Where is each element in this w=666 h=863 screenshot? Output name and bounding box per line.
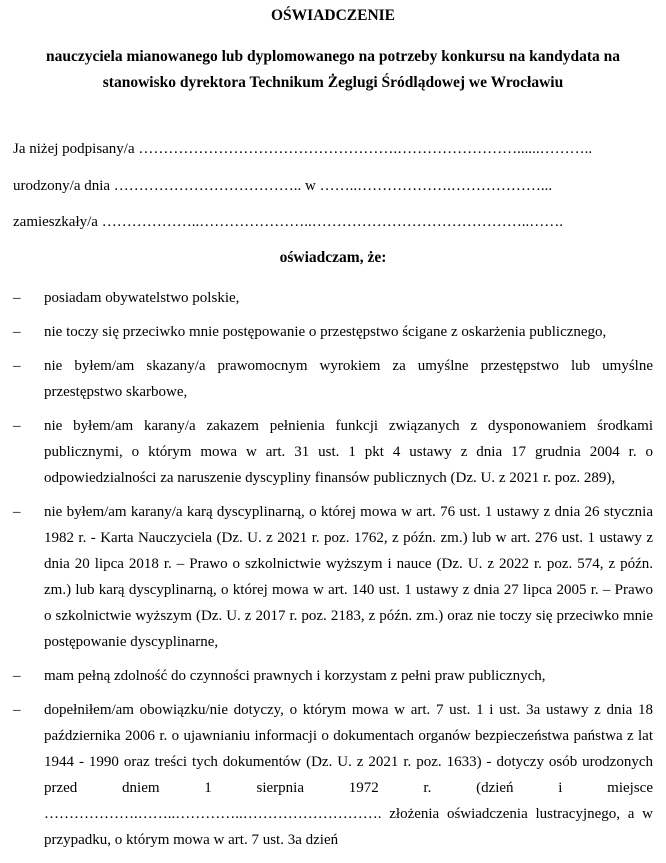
list-item xyxy=(0,319,653,345)
dash-bullet: – xyxy=(13,358,21,374)
list-item xyxy=(0,663,653,689)
list-item-text: nie byłem/am karany/a karą dyscyplinarną, o której mowa w art. 76 ust. 1 ustawy z dnia 26 stycznia 1982 r. - Karta Nauczyciela (Dz. U. z 2021 r. poz. 1762, z późn. zm.) lub w art. 276 ust. 1 ustawy z dnia 20 lipca 2018 r. – Prawo o szkolnictwie wyższym i nauce (Dz. U. z 2022 r. poz. 574, z późn. zm.) lub karą dyscyplinarną, o której mowa w art. 140 ust. 1 ustawy z dnia 27 lipca 2005 r. – Prawo o szkolnictwie wyższym (Dz. U. z 2017 r. poz. 2183, z późn. zm.) oraz nie toczy się przeciwko mnie postępowanie dyscyplinarne, xyxy=(44,504,653,650)
list-item-text: dopełniłem/am obowiązku/nie dotyczy, o którym mowa w art. 7 ust. 1 i ust. 3a ustawy z dnia 18 października 2006 r. o ujawnianiu informacji o dokumentach organów bezpieczeństwa państwa z lat 1944 - 1990 oraz treści tych dokumentów (Dz. U. z 2021 r. poz. 1633) - dotyczy osób urodzonych przed dniem 1 sierpnia 1972 r. (dzień i miejsce ……………….……..…………..………………………. złożenia oświadczenia lustracyjnego, a w przypadku, o którym mowa w art. 7 ust. 3a dzień xyxy=(44,702,653,848)
birth-date-place-field: urodzony/a dnia ……………………………….. w ……..……………….………………... xyxy=(13,178,553,194)
list-item-text: nie toczy się przeciwko mnie postępowanie o przestępstwo ścigane z oskarżenia publicznego, xyxy=(44,324,607,340)
list-item xyxy=(0,499,653,655)
residence-field: zamieszkały/a ………………..…………………..……………………………………..……. xyxy=(13,214,563,230)
dash-bullet: – xyxy=(13,324,21,340)
list-item-text: posiadam obywatelstwo polskie, xyxy=(44,290,240,306)
dash-bullet: – xyxy=(13,418,21,434)
dash-bullet: – xyxy=(13,504,21,520)
list-item-text: nie byłem/am karany/a zakazem pełnienia funkcji związanych z dysponowaniem środkami publicznymi, o którym mowa w art. 31 ust. 1 pkt 4 ustawy z dnia 17 grudnia 2004 r. o odpowiedzialności za naruszenie dyscypliny finansów publicznych (Dz. U. z 2021 r. poz. 289), xyxy=(44,418,653,486)
list-item-text: nie byłem/am skazany/a prawomocnym wyrokiem za umyślne przestępstwo lub umyślne przestępstwo skarbowe, xyxy=(44,358,653,400)
dash-bullet: – xyxy=(13,290,21,306)
dash-bullet: – xyxy=(13,702,21,718)
document-title: OŚWIADCZENIE xyxy=(270,7,396,24)
document-subtitle: nauczyciela mianowanego lub dyplomowanego na potrzeby konkursu na kandydata na stanowisko dyrektora Technikum Żeglugi Śródlądowej we Wrocławiu xyxy=(45,48,621,91)
signed-name-field: Ja niżej podpisany/a …………………………………………….……………………......……….. xyxy=(13,141,593,157)
list-item xyxy=(0,353,653,405)
list-item xyxy=(0,697,653,853)
declaration-heading: oświadczam, że: xyxy=(279,249,387,266)
list-item-text: mam pełną zdolność do czynności prawnych i korzystam z pełni praw publicznych, xyxy=(44,668,546,684)
list-item xyxy=(0,413,653,491)
declaration-list xyxy=(0,285,666,853)
list-item xyxy=(0,285,653,311)
dash-bullet: – xyxy=(13,668,21,684)
